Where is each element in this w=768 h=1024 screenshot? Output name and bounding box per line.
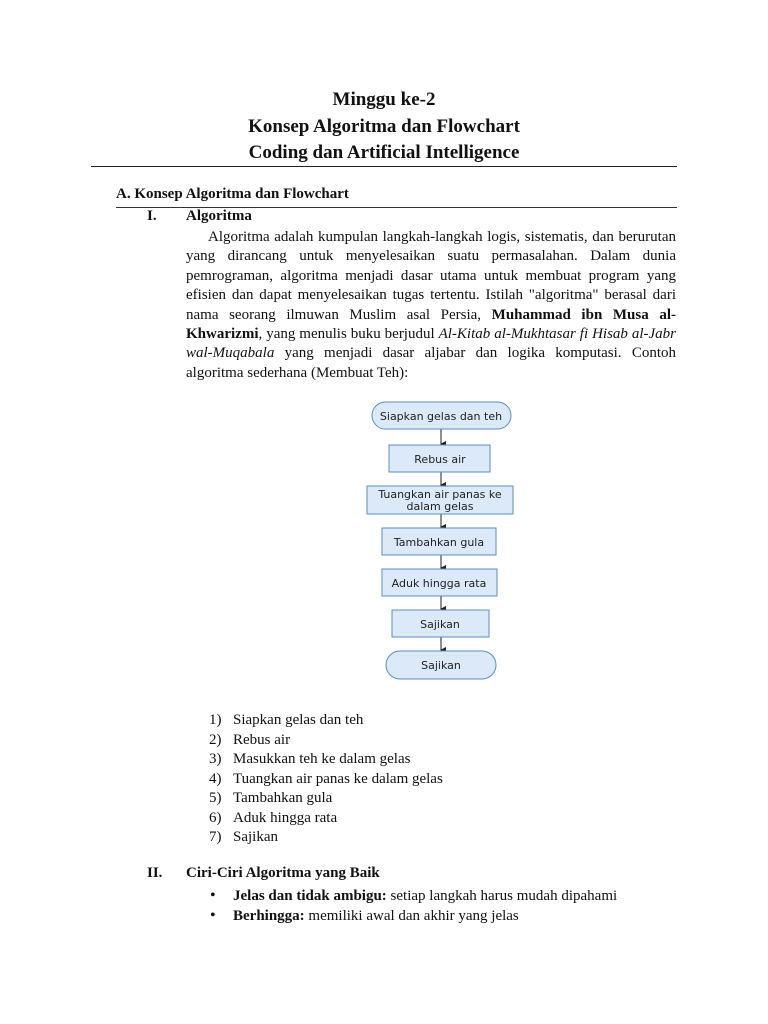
list-item <box>209 711 443 731</box>
flow-node-text: Siapkan gelas dan teh <box>379 410 503 423</box>
al-khwarizmi-name: Muhammad ibn Musa al-Khwarizmi <box>186 306 676 343</box>
list-item <box>210 886 617 906</box>
list-item <box>209 828 443 848</box>
criteria-list <box>210 886 617 926</box>
flowchart <box>340 398 550 688</box>
list-text: Sajikan <box>233 829 278 845</box>
list-text: Siapkan gelas dan teh <box>233 712 364 728</box>
sub1-title: Algoritma <box>186 208 252 224</box>
algoritma-paragraph <box>186 228 676 383</box>
list-number: 3) <box>209 751 222 767</box>
list-text: Tuangkan air panas ke dalam gelas <box>233 770 443 787</box>
para-text-1: Algoritma adalah kumpulan langkah-langkah logis, sistematis, dan berurutan yang dirancang untuk menyelesaikan suatu permasalahan. Dalam dunia pemrograman, algoritma menjadi dasar utama untuk membuat program yang efisien dan dapat menyelesaikan tugas tertentu. Istilah "algoritma" berasal dari nama seorang ilmuwan Muslim asal Persia, <box>186 229 676 323</box>
list-item <box>209 809 443 829</box>
page-title-course: Coding dan Artificial Intelligence <box>248 142 520 163</box>
list-number: 6) <box>209 809 222 826</box>
list-number: 7) <box>209 829 222 845</box>
bullet-term: Berhingga: <box>233 908 305 924</box>
list-item <box>209 770 443 790</box>
page-title-week: Minggu ke-2 <box>332 89 436 110</box>
steps-list <box>209 711 443 848</box>
list-item <box>209 750 443 770</box>
section-a-heading: A. Konsep Algoritma dan Flowchart <box>116 186 349 202</box>
list-number: 2) <box>209 731 222 748</box>
list-number: 1) <box>209 712 222 728</box>
list-number: 4) <box>209 770 222 787</box>
list-item <box>209 731 443 751</box>
para-text-2: , yang menulis buku berjudul <box>258 326 439 343</box>
list-text: Rebus air <box>233 731 291 748</box>
flow-node-text: Rebus air <box>414 453 466 466</box>
flow-node-text: dalam gelas <box>406 500 474 513</box>
flow-node-text: Aduk hingga rata <box>391 577 487 590</box>
flow-node-text: Sajikan <box>421 659 461 672</box>
list-text: Aduk hingga rata <box>233 809 338 826</box>
list-item <box>209 789 443 809</box>
list-text: Tambahkan gula <box>233 790 333 806</box>
sub2-title: Ciri-Ciri Algoritma yang Baik <box>186 865 380 881</box>
bullet-desc: memiliki awal dan akhir yang jelas <box>304 908 519 924</box>
title-divider <box>91 166 677 167</box>
flow-node-text: Sajikan <box>420 618 460 631</box>
para-text-3: yang menjadi dasar aljabar dan logika komputasi. Contoh algoritma sederhana (Membuat Teh): <box>186 345 676 381</box>
bullet-desc: setiap langkah harus mudah dipahami <box>386 888 618 904</box>
list-text: Masukkan teh ke dalam gelas <box>233 751 411 767</box>
bullet-term: Jelas dan tidak ambigu: <box>233 888 387 904</box>
book-title: Al-Kitab al-Mukhtasar fi Hisab al-Jabr wal-Muqabala <box>186 326 676 362</box>
sub1-roman: I. <box>147 208 157 224</box>
list-item <box>210 906 617 926</box>
list-number: 5) <box>209 790 222 806</box>
flow-node-text: Tuangkan air panas ke <box>378 488 502 501</box>
page-title-topic: Konsep Algoritma dan Flowchart <box>248 116 520 137</box>
flow-node-text: Tambahkan gula <box>393 536 485 549</box>
sub2-roman: II. <box>147 865 163 881</box>
